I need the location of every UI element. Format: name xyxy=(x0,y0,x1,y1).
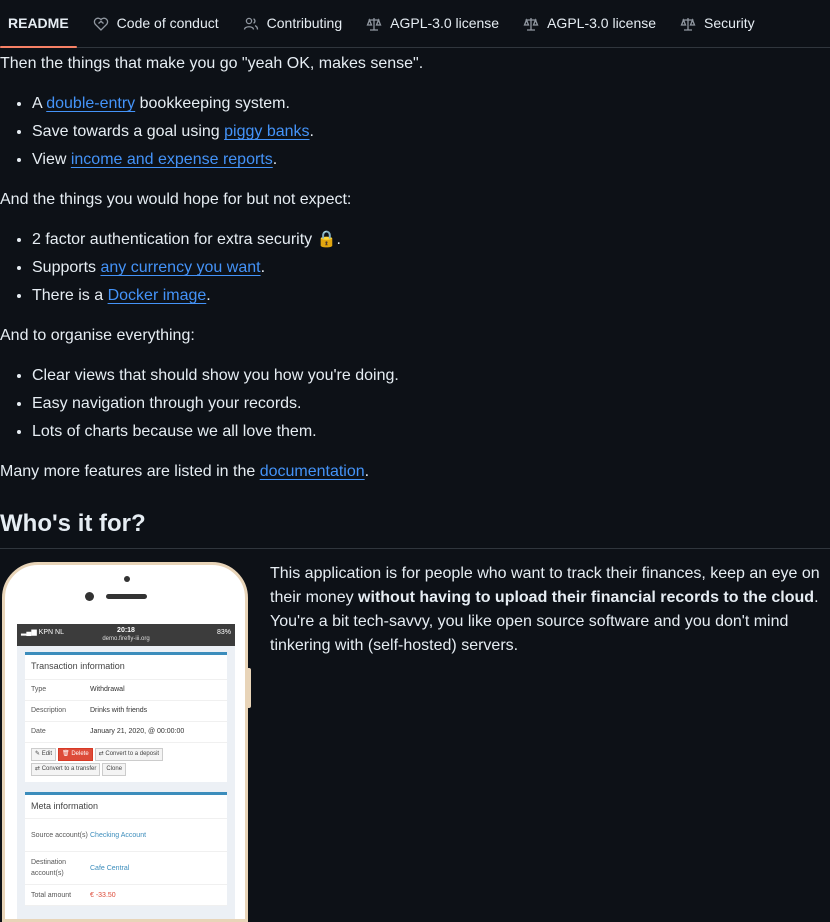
transaction-card-title: Transaction information xyxy=(25,655,227,680)
row-value: Withdrawal xyxy=(90,686,125,693)
tab-contributing-label: Contributing xyxy=(266,15,343,31)
list-item-text: Save towards a goal using xyxy=(32,123,225,140)
source-account-link[interactable]: Checking Account xyxy=(90,831,147,839)
clock: 20:18 xyxy=(117,627,135,634)
tab-security[interactable] xyxy=(672,0,763,47)
tab-readme-label: README xyxy=(8,15,69,31)
list-item-text: Supports xyxy=(32,259,101,276)
list-item-text: . xyxy=(272,151,278,168)
hope-paragraph: And the things you would hope for but not expect: xyxy=(0,191,352,208)
list-item-text: . xyxy=(336,231,341,248)
law-icon xyxy=(680,16,696,32)
list-item-text: . xyxy=(309,123,314,140)
clone-button[interactable]: Clone xyxy=(102,763,126,776)
table-row xyxy=(25,680,227,701)
url-label: demo.firefly-iii.org xyxy=(102,636,150,642)
tab-code-of-conduct-label: Code of conduct xyxy=(116,15,219,31)
table-row xyxy=(25,722,227,743)
list-item-text: bookkeeping system. xyxy=(135,95,290,112)
docker-image-link[interactable]: Docker image xyxy=(107,287,207,304)
feature-list-extra xyxy=(0,226,830,310)
list-item-text: 2 factor authentication for extra security xyxy=(32,231,317,248)
meta-card-title: Meta information xyxy=(25,795,227,820)
more-features-paragraph xyxy=(0,460,830,484)
list-item xyxy=(32,146,830,174)
list-item xyxy=(32,282,830,310)
carrier-label: ▂▄▆ KPN NL xyxy=(21,629,64,636)
table-row xyxy=(25,819,227,852)
phone-screenshot xyxy=(2,562,248,922)
row-key: Source account(s) xyxy=(31,831,88,839)
table-row xyxy=(25,852,227,885)
battery-label: 83% xyxy=(216,629,231,636)
intro-paragraph: Then the things that make you go "yeah OK, makes sense". xyxy=(0,55,424,72)
tab-license-2-label: AGPL-3.0 license xyxy=(547,15,657,31)
list-item xyxy=(32,118,830,146)
row-key: Destination account(s) xyxy=(31,859,67,877)
tab-license-1[interactable] xyxy=(358,0,507,47)
who-paragraph xyxy=(270,562,826,658)
documentation-link[interactable]: documentation xyxy=(259,463,365,480)
tab-security-label: Security xyxy=(704,15,755,31)
list-item xyxy=(32,90,830,118)
tab-license-1-label: AGPL-3.0 license xyxy=(390,15,500,31)
people-icon xyxy=(243,16,259,32)
phone-front-camera xyxy=(85,592,94,601)
tab-readme[interactable] xyxy=(8,0,77,47)
phone-camera xyxy=(124,576,130,582)
organise-paragraph: And to organise everything: xyxy=(0,327,195,344)
list-item xyxy=(32,226,830,254)
row-key: Date xyxy=(31,728,46,735)
tab-code-of-conduct[interactable] xyxy=(85,0,227,47)
list-item: • Clear views that should show you how you're doing. xyxy=(32,362,830,390)
double-entry-link[interactable]: double-entry xyxy=(46,95,136,112)
list-item-text: A xyxy=(32,95,47,112)
list-item: • Lots of charts because we all love them. xyxy=(32,418,830,446)
phone-status-bar xyxy=(17,624,235,646)
carrier-text: KPN NL xyxy=(38,629,64,636)
heart-icon xyxy=(93,16,109,32)
feature-list-basic xyxy=(0,90,830,174)
meta-card xyxy=(25,792,227,907)
list-item-text: View xyxy=(32,151,71,168)
list-item: • Easy navigation through your records. xyxy=(32,390,830,418)
table-row xyxy=(25,701,227,722)
who-text: . You're a bit tech-savvy, you like open source software and you don't mind tinkering with (self-hosted) servers. xyxy=(270,589,819,654)
row-value: Drinks with friends xyxy=(90,707,148,714)
who-text: This application is for people who want to track their finances, keep an eye on their money xyxy=(270,565,820,606)
destination-account-link[interactable]: Cafe Central xyxy=(90,864,130,872)
piggy-banks-link[interactable]: piggy banks xyxy=(224,123,310,140)
table-row xyxy=(25,885,227,906)
row-value: € -33.50 xyxy=(90,891,116,899)
phone-screen xyxy=(17,624,235,922)
list-item-text: . xyxy=(260,259,266,276)
row-key: Description xyxy=(31,707,67,714)
law-icon xyxy=(366,16,382,32)
transaction-card xyxy=(25,652,227,782)
law-icon xyxy=(523,16,539,32)
row-key: Type xyxy=(31,686,47,693)
delete-button[interactable]: 🗑 Delete xyxy=(58,748,93,761)
repo-tabs xyxy=(0,0,830,48)
reports-link[interactable]: income and expense reports xyxy=(70,151,273,168)
who-bold-text: without having to upload their financial records to the cloud xyxy=(358,589,815,606)
phone-speaker xyxy=(106,594,147,599)
list-item xyxy=(32,254,830,282)
phone-side-button xyxy=(247,668,251,708)
convert-transfer-button[interactable]: ⇄ Convert to a transfer xyxy=(31,763,100,776)
more-text: . xyxy=(364,463,370,480)
list-item-text: . xyxy=(206,287,211,304)
list-item-text: There is a xyxy=(32,287,108,304)
row-value: January 21, 2020, @ 00:00:00 xyxy=(90,728,185,735)
tab-license-2[interactable] xyxy=(515,0,664,47)
who-heading: Who's it for? xyxy=(0,509,830,549)
edit-button[interactable]: ✎ Edit xyxy=(31,748,56,761)
transaction-actions xyxy=(25,743,227,782)
tab-contributing[interactable] xyxy=(235,0,351,47)
row-key: Total amount xyxy=(31,891,72,899)
lock-icon: 🔒 xyxy=(316,231,337,248)
feature-list-organise xyxy=(0,362,830,446)
more-text: Many more features are listed in the xyxy=(0,463,260,480)
currency-link[interactable]: any currency you want xyxy=(100,259,261,276)
convert-deposit-button[interactable]: ⇄ Convert to a deposit xyxy=(95,748,163,761)
